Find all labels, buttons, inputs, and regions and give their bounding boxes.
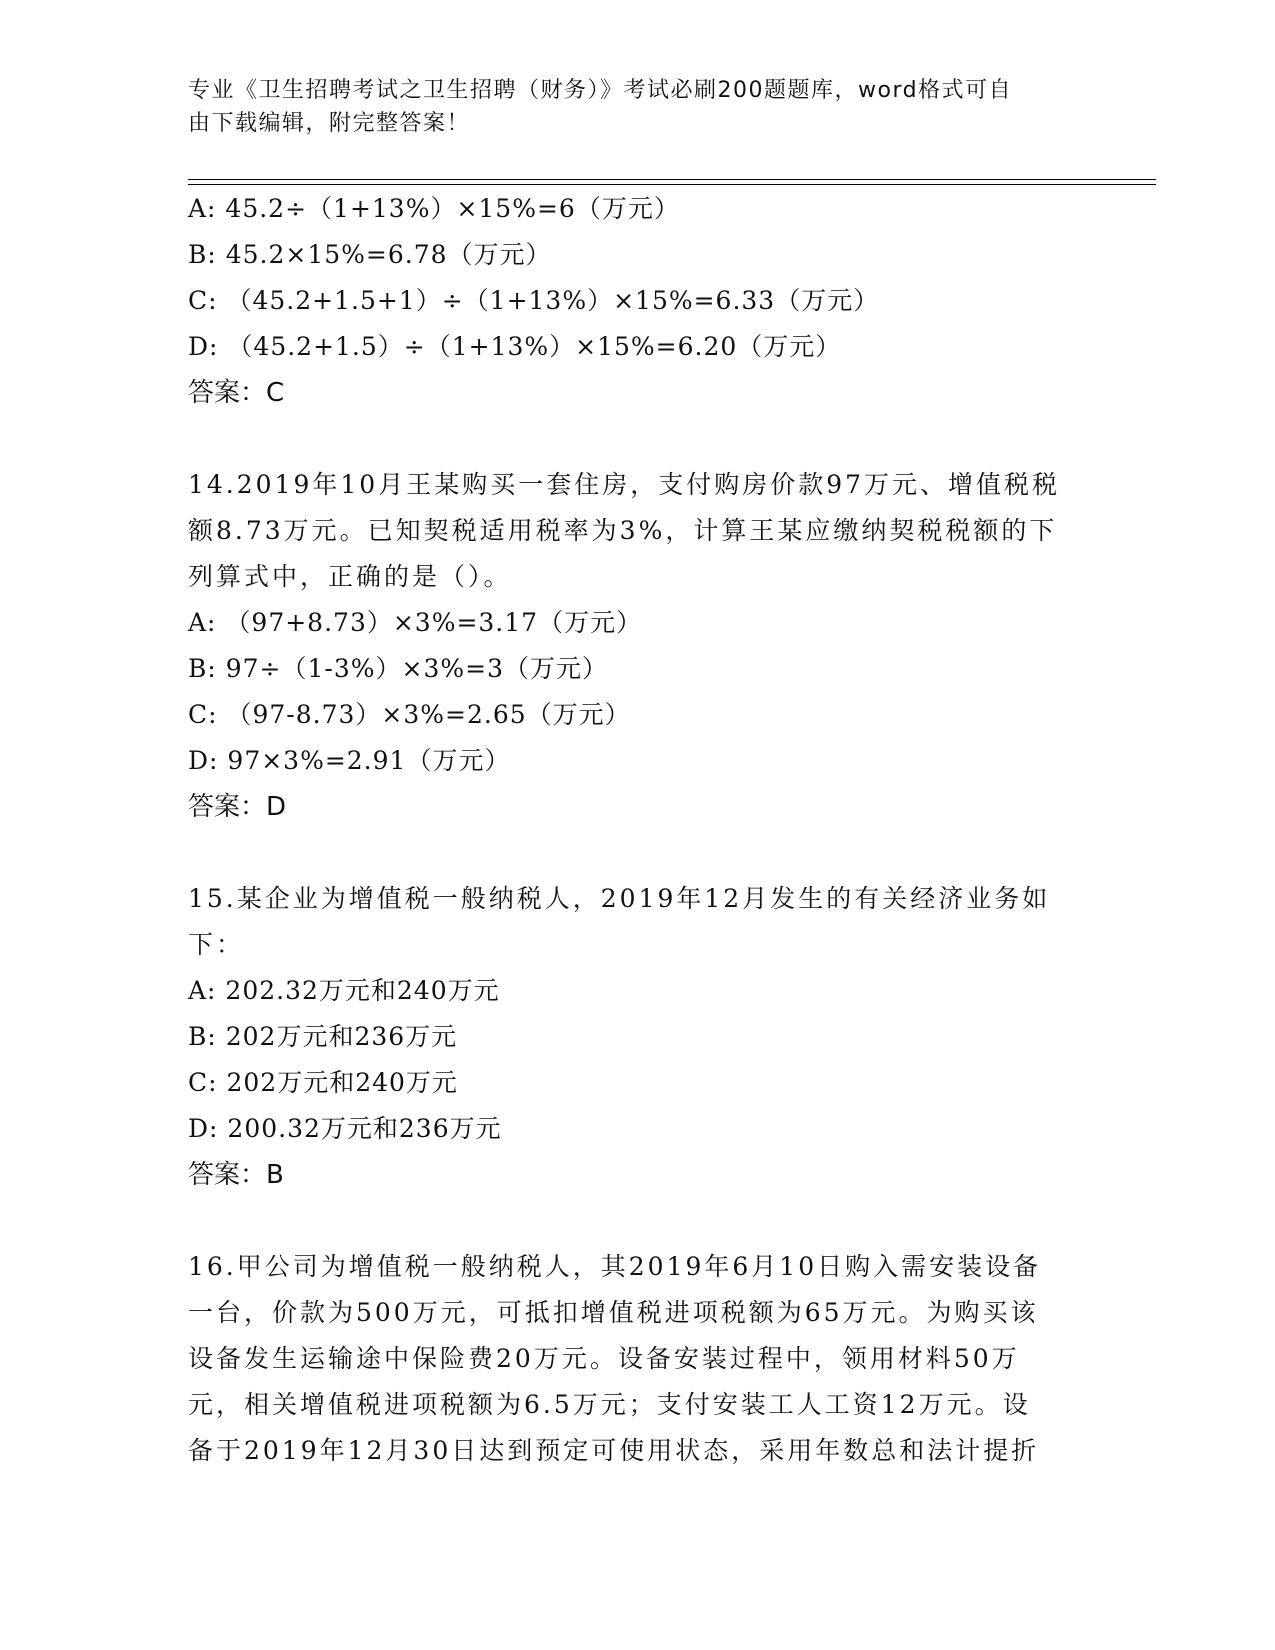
question-15 [188, 876, 1088, 1198]
q14-option-b: B: 97÷（1-3%）×3%=3（万元） [188, 654, 608, 683]
q14-stem-line-2: 额8.73万元。已知契税适用税率为3%，计算王某应缴纳契税税额的下 [188, 516, 1058, 545]
q13-option-c: C: （45.2+1.5+1）÷（1+13%）×15%=6.33（万元） [188, 286, 880, 315]
q14-answer: 答案：D [188, 792, 287, 822]
q16-stem-line-4: 元，相关增值税进项税额为6.5万元；支付安装工人工资12万元。设 [188, 1390, 1031, 1419]
q14-option-d: D: 97×3%=2.91（万元） [188, 746, 511, 775]
question-16 [188, 1244, 1088, 1474]
q14-stem-line-3: 列算式中，正确的是（）。 [188, 562, 512, 591]
q13-option-b: B: 45.2×15%=6.78（万元） [188, 240, 552, 269]
header-line-1: 专业《卫生招聘考试之卫生招聘（财务）》考试必刷200题题库，word格式可自 [188, 78, 1013, 103]
q16-stem-line-1: 16.甲公司为增值税一般纳税人，其2019年6月10日购入需安装设备 [188, 1252, 1042, 1281]
header-divider-top [188, 179, 1156, 180]
question-13 [188, 186, 1088, 416]
q13-option-d: D: （45.2+1.5）÷（1+13%）×15%=6.20（万元） [188, 332, 842, 361]
document-header [188, 74, 1068, 140]
document-body [188, 186, 1088, 1474]
spacer [188, 1198, 1088, 1244]
header-line-2: 由下载编辑，附完整答案！ [188, 111, 471, 136]
q15-option-a: A: 202.32万元和240万元 [188, 976, 500, 1005]
q15-option-d: D: 200.32万元和236万元 [188, 1114, 502, 1143]
q14-option-c: C: （97-8.73）×3%=2.65（万元） [188, 700, 631, 729]
q16-stem-line-3: 设备发生运输途中保险费20万元。设备安装过程中，领用材料50万 [188, 1344, 1020, 1373]
q14-stem-line-1: 14.2019年10月王某购买一套住房，支付购房价款97万元、增值税税 [188, 470, 1061, 499]
q14-option-a: A: （97+8.73）×3%=3.17（万元） [188, 608, 643, 637]
q13-answer: 答案：C [188, 378, 285, 408]
q16-stem-line-2: 一台，价款为500万元，可抵扣增值税进项税额为65万元。为购买该 [188, 1298, 1039, 1327]
q15-stem-line-1: 15.某企业为增值税一般纳税人，2019年12月发生的有关经济业务如 [188, 884, 1051, 913]
spacer [188, 830, 1088, 876]
q15-option-c: C: 202万元和240万元 [188, 1068, 458, 1097]
q13-option-a: A: 45.2÷（1+13%）×15%=6（万元） [188, 194, 680, 223]
q15-answer: 答案：B [188, 1160, 284, 1190]
q15-stem-line-2: 下： [188, 930, 245, 959]
q16-stem-line-5: 备于2019年12月30日达到预定可使用状态，采用年数总和法计提折 [188, 1436, 1040, 1465]
spacer [188, 416, 1088, 462]
question-14 [188, 462, 1088, 830]
q15-option-b: B: 202万元和236万元 [188, 1022, 458, 1051]
header-divider-bottom [188, 184, 1156, 185]
